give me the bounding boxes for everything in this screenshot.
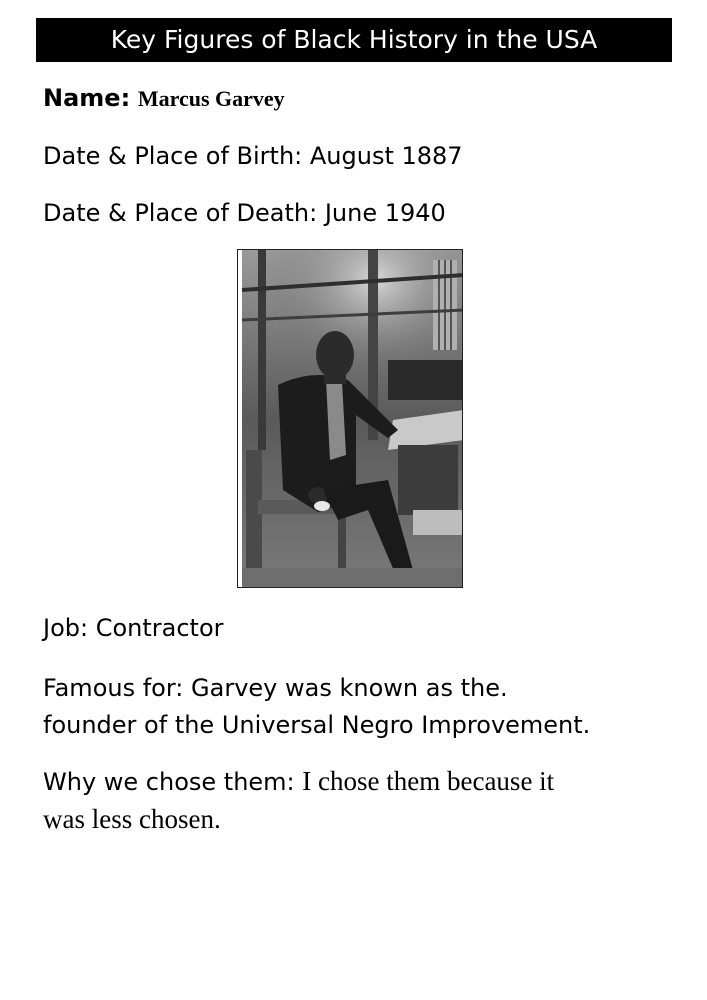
- name-row: [43, 84, 285, 112]
- famous-for-text-2: founder of the Universal Negro Improvement.: [43, 711, 591, 739]
- why-chosen-section: [43, 763, 554, 838]
- why-chosen-text-1: I chose them because it: [302, 766, 555, 796]
- birth-info: Date & Place of Birth: August 1887: [43, 142, 463, 170]
- name-label: Name:: [43, 84, 131, 112]
- famous-for-line-1: [43, 670, 590, 707]
- famous-for-section: [43, 670, 590, 744]
- death-info: Date & Place of Death: June 1940: [43, 199, 446, 227]
- famous-for-text-1: Garvey was known as the.: [191, 674, 508, 702]
- header-title: Key Figures of Black History in the USA: [36, 18, 672, 62]
- job-info: Job: Contractor: [43, 614, 224, 642]
- why-chosen-label: Why we chose them:: [43, 768, 295, 796]
- famous-for-label: Famous for:: [43, 674, 184, 702]
- portrait-photo: [237, 249, 463, 588]
- why-chosen-line-1: [43, 763, 554, 801]
- name-value: Marcus Garvey: [137, 86, 285, 111]
- why-chosen-text-2: was less chosen.: [43, 804, 221, 834]
- portrait-photo-graphic: [238, 250, 463, 588]
